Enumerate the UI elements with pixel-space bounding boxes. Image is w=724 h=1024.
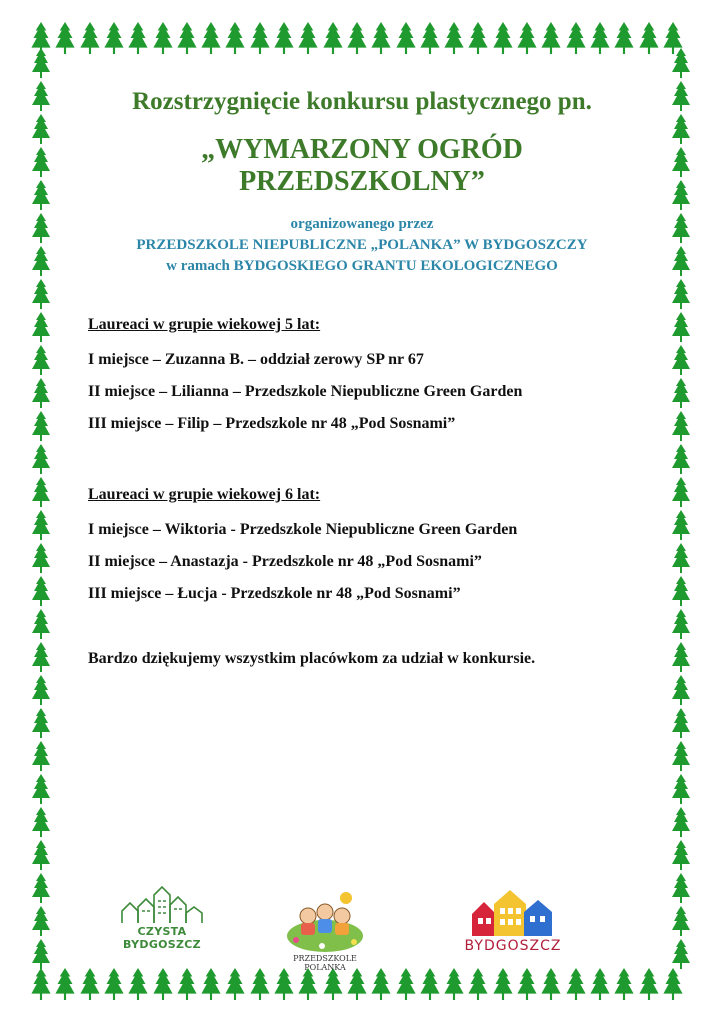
polanka-logo-line2: POLANKA	[304, 963, 346, 972]
page-title: Rozstrzygnięcie konkursu plastycznego pn.	[132, 88, 592, 115]
przedszkole-polanka-logo	[282, 888, 368, 978]
children-meadow-icon	[282, 888, 368, 954]
bydgoszcz-city-logo	[458, 886, 568, 958]
organizer-line2: PRZEDSZKOLE NIEPUBLICZNE „POLANKA” W BYDGOSZCZY	[136, 237, 588, 253]
group-5-place-2: II miejsce – Lilianna – Przedszkole Niepubliczne Green Garden	[88, 383, 523, 400]
organizer-block	[0, 214, 724, 277]
contest-name-line1: „WYMARZONY OGRÓD	[201, 134, 523, 165]
group-5-heading: Laureaci w grupie wiekowej 5 lat:	[88, 316, 321, 333]
group-6-place-1: I miejsce – Wiktoria - Przedszkole Niepubliczne Green Garden	[88, 521, 518, 538]
polanka-logo-line1: PRZEDSZKOLE	[293, 954, 357, 963]
contest-name	[0, 134, 724, 198]
colorful-houses-icon	[458, 886, 568, 938]
laureates-group-6	[88, 486, 688, 610]
czysta-bydgoszcz-logo	[112, 885, 212, 951]
group-6-place-3: III miejsce – Łucja - Przedszkole nr 48 „Pod Sosnami”	[88, 585, 461, 602]
thank-you-note: Bardzo dziękujemy wszystkim placówkom za udział w konkursie.	[88, 650, 536, 667]
polanka-logo-text	[282, 954, 368, 972]
group-5-place-3: III miejsce – Filip – Przedszkole nr 48 „Pod Sosnami”	[88, 415, 456, 432]
czysta-logo-text: CZYSTA BYDGOSZCZ	[123, 925, 201, 951]
laureates-group-5	[88, 316, 688, 440]
group-5-place-1: I miejsce – Zuzanna B. – oddział zerowy SP nr 67	[88, 351, 424, 368]
city-skyline-icon	[112, 885, 212, 927]
group-6-heading: Laureaci w grupie wiekowej 6 lat:	[88, 486, 321, 503]
organizer-line1: organizowanego przez	[290, 216, 434, 232]
group-6-place-2: II miejsce – Anastazja - Przedszkole nr 48 „Pod Sosnami”	[88, 553, 482, 570]
bydgoszcz-logo-text: BYDGOSZCZ	[464, 938, 562, 954]
organizer-line3: w ramach BYDGOSKIEGO GRANTU EKOLOGICZNEGO	[166, 258, 558, 274]
contest-name-line2: PRZEDSZKOLNY”	[239, 166, 485, 197]
